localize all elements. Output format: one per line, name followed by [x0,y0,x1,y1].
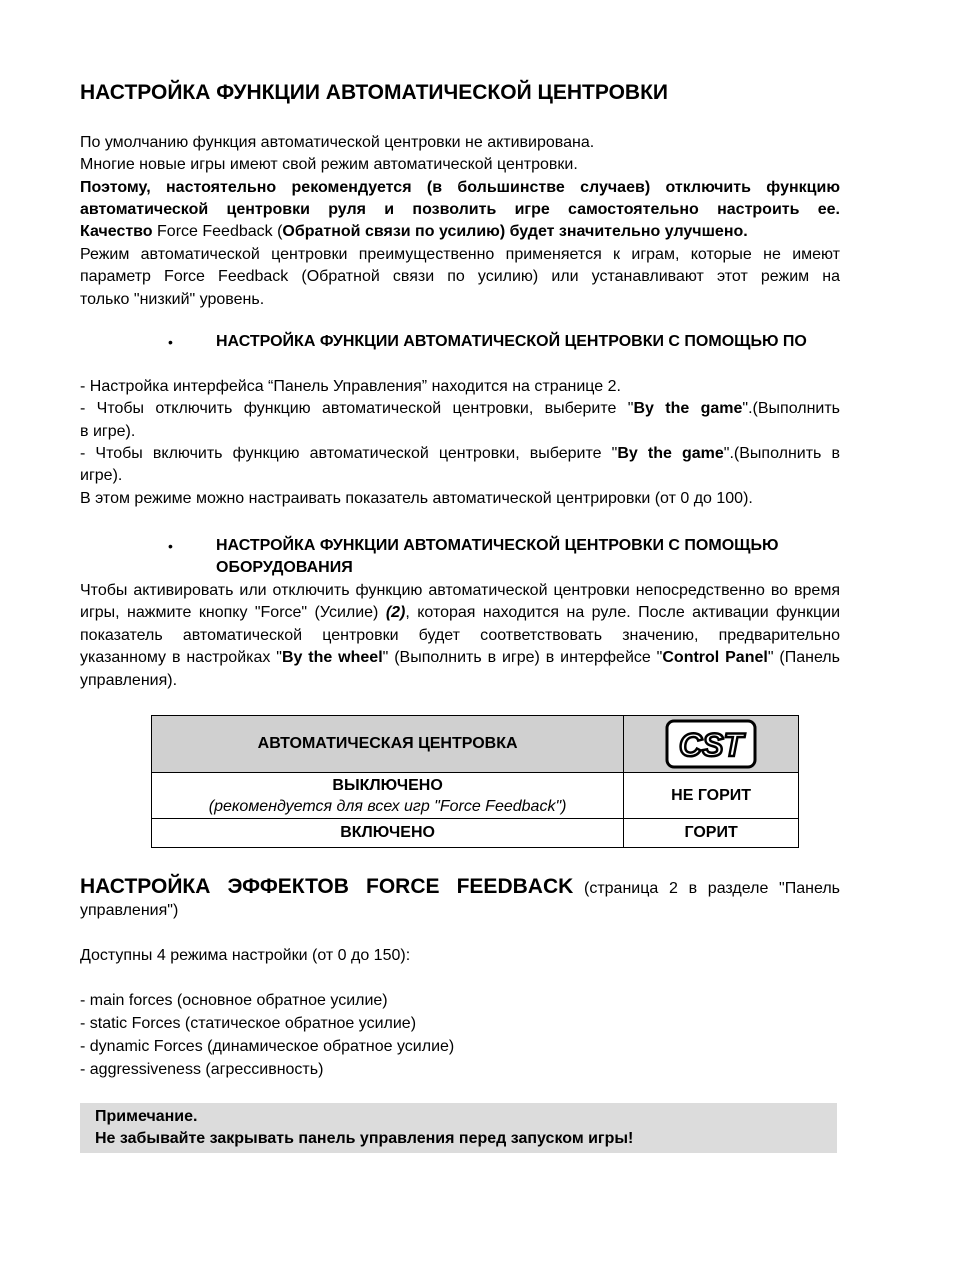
normal-text: Force Feedback ( [152,223,283,240]
text-line: игре). [80,467,123,484]
normal-text: " (Выполнить в игре) в интерфейсе " [382,649,663,666]
list-item: - main forces (основное обратное усилие) [80,992,388,1009]
text-line [80,398,840,421]
table-header-label: АВТОМАТИЧЕСКАЯ ЦЕНТРОВКА [152,716,624,773]
bold-text: Control Panel [662,649,768,666]
normal-text: ".(Выполнить [742,400,841,417]
table-row-off-label [152,773,624,819]
text-line: По умолчанию функция автоматической центровки не активирована. [80,134,595,151]
note-text: Не забывайте закрывать панель управления перед запуском игры! [95,1130,634,1147]
normal-text: " (Панель [767,649,840,666]
list-item: - dynamic Forces (динамическое обратное усилие) [80,1038,455,1055]
subsection-title-software: НАСТРОЙКА ФУНКЦИИ АВТОМАТИЧЕСКОЙ ЦЕНТРОВКИ С ПОМОЩЬЮ ПО [216,333,807,350]
subsection-title-hardware-line2: ОБОРУДОВАНИЯ [216,559,353,576]
normal-text: указанному в настройках " [80,649,282,666]
text-line [80,221,840,244]
bold-italic-text: (2) [385,604,406,621]
row-off-title: ВЫКЛЮЧЕНО [332,776,443,794]
bold-text: By the game [617,445,724,462]
section-title-autocenter: НАСТРОЙКА ФУНКЦИИ АВТОМАТИЧЕСКОЙ ЦЕНТРОВКИ [80,81,668,104]
subsection-title-hardware: НАСТРОЙКА ФУНКЦИИ АВТОМАТИЧЕСКОЙ ЦЕНТРОВКИ С ПОМОЩЬЮ [216,537,779,554]
row-off-note: (рекомендуется для всех игр "Force Feedback") [208,797,567,815]
text-line: Режим автоматической центровки преимущественно применяется к играм, которые не имеют [80,246,840,263]
bullet-icon: • [168,538,173,554]
list-item: - aggressiveness (агрессивность) [80,1061,324,1078]
text-line: только "низкий" уровень. [80,291,265,308]
bold-text: By the wheel [281,649,383,666]
text-line [80,647,840,670]
list-item: - static Forces (статическое обратное усилие) [80,1015,417,1032]
text-line: автоматической центровки руля и позволить игре самостоятельно настроить ее. [80,201,840,218]
table-row-on-label: ВКЛЮЧЕНО [152,819,624,848]
text-line [80,443,840,466]
section-title-suffix: (страница 2 в разделе "Панель [573,880,841,897]
text-line: управления") [80,902,179,919]
note-title: Примечание. [95,1108,198,1125]
normal-text: - Чтобы включить функцию автоматической центровки, выберите " [80,445,618,462]
bold-text: By the game [633,400,743,417]
autocenter-mode-table [151,715,799,848]
bold-text: Качество [80,223,153,240]
text-line: показатель автоматической центровки будет соответствовать значению, предварительно [80,627,840,644]
bullet-icon: • [168,334,173,350]
text-line [80,874,840,902]
normal-text: - Чтобы отключить функцию автоматической центровки, выберите " [80,400,634,417]
svg-text:CST: CST [679,727,744,763]
table-row-on-value: ГОРИТ [624,819,799,848]
text-line: Многие новые игры имеют свой режим автоматической центровки. [80,156,578,173]
text-line: параметр Force Feedback (Обратной связи по усилию) или устанавливают этот режим на [80,268,840,285]
bold-text: Обратной связи по усилию) будет значительно улучшено. [282,223,748,240]
text-line: управления). [80,672,178,689]
text-line: В этом режиме можно настраивать показатель автоматической центрировки (от 0 до 100). [80,490,753,507]
text-line: в игре). [80,423,136,440]
cst-led-icon [665,719,757,769]
normal-text: ".(Выполнить в [723,445,840,462]
table-row-off-value: НЕ ГОРИТ [624,773,799,819]
note-box [80,1103,837,1153]
text-line: Поэтому, настоятельно рекомендуется (в большинстве случаев) отключить функцию [80,179,840,196]
section-title-force-feedback: НАСТРОЙКА ЭФФЕКТОВ FORCE FEEDBACK [80,875,574,898]
text-line [80,602,840,625]
table-header-icon-cell [624,716,799,773]
text-line: - Настройка интерфейса “Панель Управления” находится на странице 2. [80,378,621,395]
normal-text: игры, нажмите кнопку "Force" (Усилие) [80,604,386,621]
normal-text: , которая находится на руле. После активации функции [405,604,841,621]
modes-intro: Доступны 4 режима настройки (от 0 до 150): [80,947,411,964]
text-line: Чтобы активировать или отключить функцию автоматической центровки непосредственно во время [80,582,840,599]
